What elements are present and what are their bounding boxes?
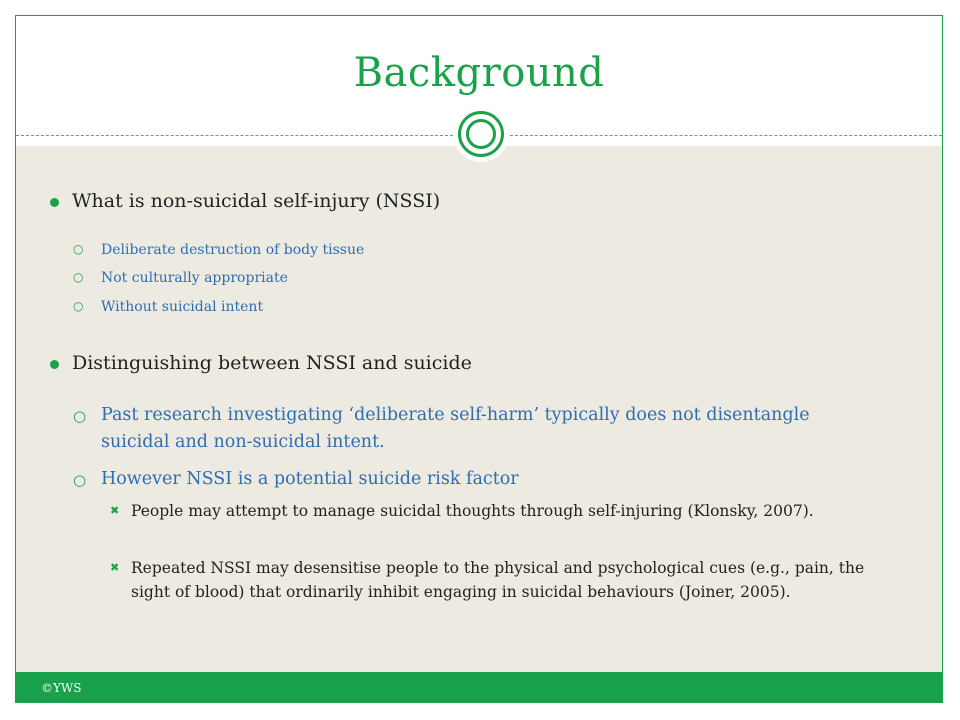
ring-marker-icon: ○ <box>73 299 84 313</box>
slide <box>15 15 943 703</box>
ring-marker-icon: ○ <box>73 407 87 425</box>
copyright-text: ©YWS <box>41 681 82 695</box>
bullet-text: What is non-suicidal self-injury (NSSI) <box>72 190 441 212</box>
ring-ornament-icon <box>453 106 509 162</box>
sub-bullet-text: Without suicidal intent <box>101 299 264 315</box>
sub-sub-bullet-text: People may attempt to manage suicidal thoughts through self-injuring (Klonsky, 2007). <box>131 502 814 520</box>
ring-marker-icon: ○ <box>73 471 87 489</box>
ring-marker-icon: ○ <box>73 242 84 256</box>
sub-bullet-text: However NSSI is a potential suicide risk factor <box>101 469 519 489</box>
bullet-text: Distinguishing between NSSI and suicide <box>72 352 472 374</box>
sub-bullet-text: Deliberate destruction of body tissue <box>101 242 365 258</box>
footer-bar <box>16 672 942 703</box>
bullet-dot-icon <box>50 198 59 207</box>
cross-marker-icon: ✖ <box>110 561 120 574</box>
bullet-dot-icon <box>50 360 59 369</box>
slide-title: Background <box>353 50 605 96</box>
sub-bullet-text: Past research investigating ‘deliberate self-harm’ typically does not disentangle suicidal and non-suicidal intent. <box>101 405 810 452</box>
cross-marker-icon: ✖ <box>110 504 120 517</box>
sub-sub-bullet-text: Repeated NSSI may desensitise people to the physical and psychological cues (e.g., pain, the sight of blood) that ordinarily inhibit engaging in suicidal behaviours (Joiner, 2005). <box>131 559 865 601</box>
content-area <box>16 146 942 672</box>
ring-marker-icon: ○ <box>73 270 84 284</box>
sub-bullet-text: Not culturally appropriate <box>101 270 288 286</box>
